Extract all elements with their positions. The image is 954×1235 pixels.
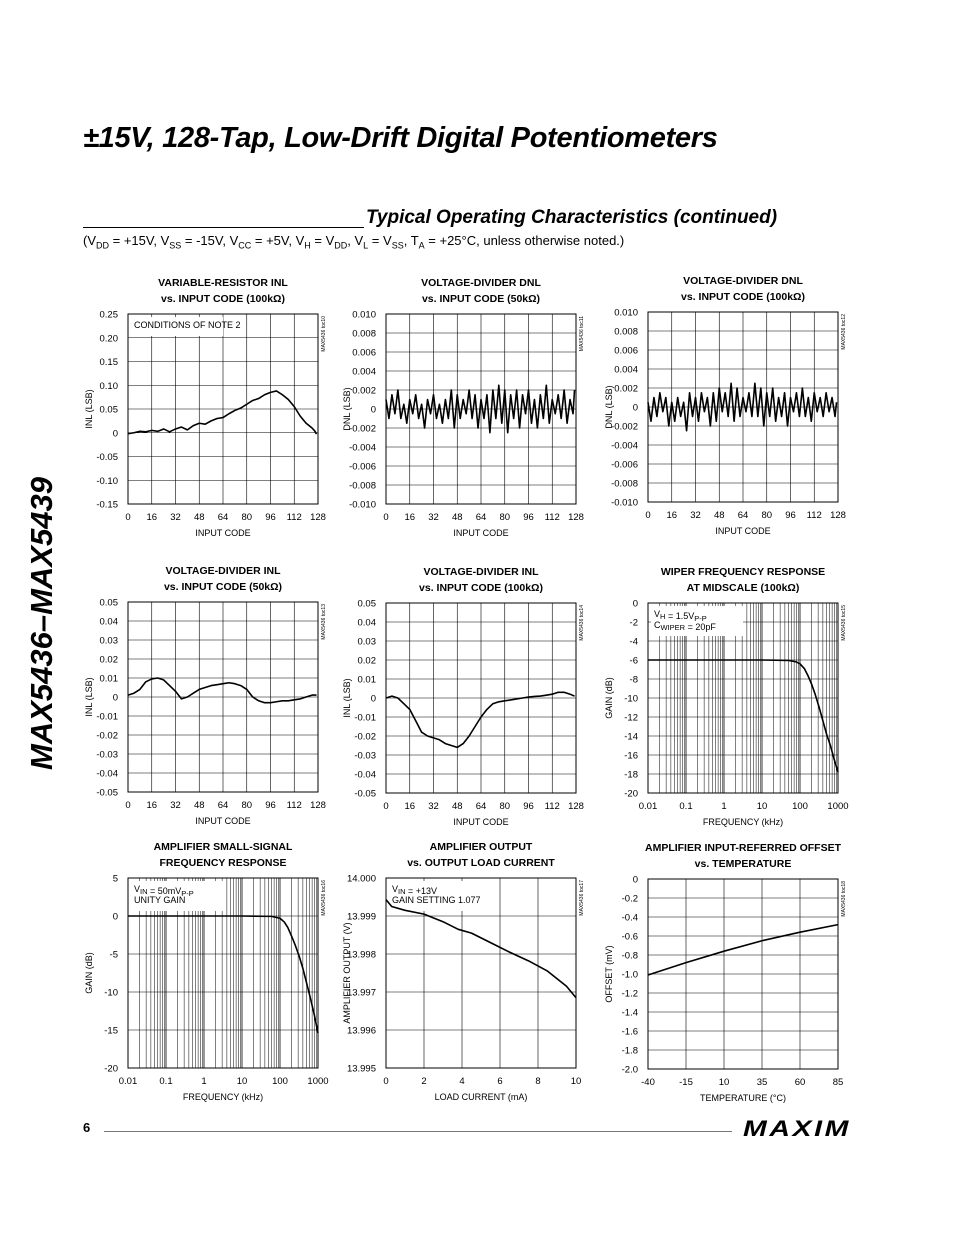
y-tick-label: 0.010 xyxy=(614,307,638,319)
x-tick-label: 100 xyxy=(792,801,808,812)
chart-voltage-divider-inl-100k xyxy=(338,565,598,835)
y-tick-label: -0.10 xyxy=(96,475,118,487)
x-tick-label: 128 xyxy=(310,800,326,811)
x-tick-label: 48 xyxy=(713,510,725,521)
x-tick-label: 32 xyxy=(170,512,181,523)
cond-text: = +5V, V xyxy=(251,233,305,248)
annotation-part: V xyxy=(392,884,399,894)
y-tick-label: 14.000 xyxy=(346,873,376,885)
y-tick-label: 0.010 xyxy=(352,309,376,321)
y-axis-label: INL (LSB) xyxy=(84,389,94,429)
y-tick-label: 0.03 xyxy=(99,635,118,647)
y-tick-label: 0 xyxy=(632,402,638,414)
y-tick-label: 0 xyxy=(370,404,376,416)
x-tick-label: 96 xyxy=(785,510,796,521)
chart-svg xyxy=(600,565,860,835)
x-tick-label: -15 xyxy=(679,1077,693,1088)
y-tick-label: 13.997 xyxy=(346,987,376,999)
cond-sub: SS xyxy=(169,240,182,251)
x-tick-label: 16 xyxy=(666,510,678,521)
x-axis-label: INPUT CODE xyxy=(715,526,771,536)
y-tick-label: -0.01 xyxy=(96,711,118,723)
y-tick-label: 0.004 xyxy=(614,364,638,376)
y-tick-label: 0 xyxy=(112,428,118,440)
x-axis-label: LOAD CURRENT (mA) xyxy=(434,1092,528,1102)
y-tick-label: -0.02 xyxy=(354,731,376,743)
cond-text: = V xyxy=(310,233,335,248)
x-tick-label: 80 xyxy=(241,512,253,523)
x-axis-label: FREQUENCY (kHz) xyxy=(702,817,784,827)
y-tick-label: -8 xyxy=(629,674,638,686)
y-tick-label: 0 xyxy=(632,598,638,610)
x-tick-label: 10 xyxy=(756,801,768,812)
chart-svg xyxy=(338,276,598,546)
y-tick-label: -16 xyxy=(624,750,638,762)
maxim-logo-svg xyxy=(742,1117,854,1139)
y-tick-label: 13.995 xyxy=(346,1063,376,1075)
cond-text: (V xyxy=(83,233,96,248)
cond-text: , T xyxy=(403,233,419,248)
page-title: ±15V, 128-Tap, Low-Drift Digital Potentiometers xyxy=(83,122,718,154)
x-tick-label: 35 xyxy=(756,1077,768,1088)
y-tick-label: 0.01 xyxy=(99,673,118,685)
page-number: 6 xyxy=(83,1120,91,1135)
chart-title: vs. TEMPERATURE xyxy=(694,858,792,870)
annotation-subscript: IN xyxy=(398,887,406,896)
x-tick-label: 112 xyxy=(286,512,302,523)
y-tick-label: -6 xyxy=(629,655,638,667)
x-tick-label: 112 xyxy=(286,800,302,811)
y-axis-label: INL (LSB) xyxy=(84,677,94,717)
chart-code: MAX5436 toc16 xyxy=(321,880,327,916)
chart-code: MAX5436 toc18 xyxy=(841,881,847,917)
y-tick-label: -0.02 xyxy=(96,730,118,742)
annotation-part: V xyxy=(175,886,182,896)
x-tick-label: 16 xyxy=(146,512,158,523)
series-line xyxy=(648,925,838,975)
x-tick-label: 1 xyxy=(201,1076,207,1087)
annotation-subscript: H xyxy=(660,612,666,621)
chart-voltage-divider-dnl-100k xyxy=(600,274,860,544)
x-axis-label: INPUT CODE xyxy=(453,528,509,538)
maxim-logo xyxy=(742,1117,854,1144)
y-tick-label: 0.04 xyxy=(357,617,376,629)
chart-voltage-divider-inl-50k xyxy=(80,564,340,834)
series-line xyxy=(128,678,317,703)
chart-svg xyxy=(338,565,598,835)
cond-text: , V xyxy=(347,233,364,248)
annotation-subscript: IN xyxy=(140,887,148,896)
chart-wiper-frequency-response xyxy=(600,565,860,835)
cond-sub: L xyxy=(363,240,369,251)
y-tick-label: -10 xyxy=(104,987,118,999)
x-tick-label: 10 xyxy=(236,1076,248,1087)
x-tick-label: 1 xyxy=(721,801,727,812)
x-tick-label: 1000 xyxy=(827,801,849,812)
y-tick-label: -0.008 xyxy=(611,478,638,490)
x-tick-label: 0 xyxy=(125,800,131,811)
y-tick-label: -0.05 xyxy=(354,788,376,800)
x-axis-label: INPUT CODE xyxy=(195,528,251,538)
y-tick-label: -0.002 xyxy=(611,421,638,433)
x-axis-label: INPUT CODE xyxy=(453,817,509,827)
y-tick-label: 0.002 xyxy=(614,383,638,395)
y-tick-label: -10 xyxy=(624,693,638,705)
chart-code: MAX5436 toc14 xyxy=(579,605,585,641)
chart-title: VOLTAGE-DIVIDER DNL xyxy=(683,275,803,287)
x-tick-label: -40 xyxy=(641,1077,655,1088)
x-tick-label: 48 xyxy=(193,512,205,523)
y-tick-label: -1.6 xyxy=(621,1026,638,1038)
cond-sub: DD xyxy=(96,240,109,251)
x-tick-label: 80 xyxy=(761,510,773,521)
x-tick-label: 32 xyxy=(428,801,439,812)
chart-code: MAX5436 toc13 xyxy=(321,604,327,640)
y-tick-label: -15 xyxy=(104,1025,118,1037)
chart-title: vs. INPUT CODE (50kΩ) xyxy=(421,293,541,305)
x-tick-label: 48 xyxy=(451,512,463,523)
test-conditions xyxy=(83,233,883,251)
chart-svg xyxy=(80,564,340,834)
side-title-text: MAX5436–MAX5439 xyxy=(24,477,59,770)
x-tick-label: 2 xyxy=(421,1076,427,1087)
y-tick-label: 0.03 xyxy=(357,636,376,648)
x-tick-label: 0 xyxy=(383,1076,389,1087)
x-tick-label: 96 xyxy=(523,801,534,812)
x-tick-label: 0.01 xyxy=(118,1076,138,1087)
y-tick-label: 13.999 xyxy=(346,911,376,923)
annotation-part: = 1.5 xyxy=(665,611,689,621)
chart-variable-resistor-inl xyxy=(80,276,340,546)
chart-svg xyxy=(338,840,598,1110)
x-tick-label: 96 xyxy=(265,512,276,523)
x-tick-label: 16 xyxy=(146,800,158,811)
cond-sub: SS xyxy=(391,240,404,251)
annotation-part: = 20pF xyxy=(685,622,716,632)
annotation-part: GAIN SETTING 1.077 xyxy=(392,895,481,905)
y-tick-label: -0.05 xyxy=(96,452,118,463)
y-tick-label: 0.04 xyxy=(99,616,118,628)
series-line xyxy=(386,692,575,747)
cond-text: = +15V, V xyxy=(109,233,170,248)
y-tick-label: -20 xyxy=(104,1063,118,1075)
chart-svg xyxy=(80,840,340,1110)
y-tick-label: 0.02 xyxy=(99,654,118,666)
annotation-part: V xyxy=(654,609,661,619)
y-tick-label: 0.02 xyxy=(357,655,376,667)
x-tick-label: 10 xyxy=(570,1076,582,1087)
y-tick-label: 0.05 xyxy=(99,597,118,609)
y-tick-label: -0.03 xyxy=(354,750,376,762)
side-title-svg xyxy=(8,210,68,770)
y-tick-label: -14 xyxy=(624,731,638,743)
x-tick-label: 0 xyxy=(383,512,389,523)
chart-title: VARIABLE-RESISTOR INL xyxy=(158,277,288,289)
chart-svg xyxy=(600,274,860,544)
y-tick-label: -0.008 xyxy=(349,480,376,492)
series-line xyxy=(386,900,576,998)
y-tick-label: -1.8 xyxy=(621,1045,638,1057)
y-tick-label: -1.0 xyxy=(621,969,638,981)
chart-grid xyxy=(128,314,318,504)
cond-text: = V xyxy=(368,233,392,248)
y-tick-label: -0.004 xyxy=(611,440,638,452)
annotation-subscript: P-P xyxy=(694,614,707,623)
x-tick-label: 128 xyxy=(568,512,584,523)
y-tick-label: -0.03 xyxy=(96,749,118,761)
x-tick-label: 0.1 xyxy=(159,1076,173,1087)
y-tick-label: 13.998 xyxy=(346,949,376,961)
side-title xyxy=(8,210,68,770)
x-tick-label: 100 xyxy=(272,1076,288,1087)
cond-sub: A xyxy=(418,240,425,251)
x-tick-label: 96 xyxy=(265,800,276,811)
x-tick-label: 8 xyxy=(535,1076,541,1087)
y-tick-label: 0.008 xyxy=(352,328,376,340)
x-tick-label: 16 xyxy=(404,512,416,523)
chart-title: FREQUENCY RESPONSE xyxy=(159,857,287,869)
x-tick-label: 64 xyxy=(217,512,229,523)
y-tick-label: -0.2 xyxy=(621,893,638,905)
y-tick-label: 0.01 xyxy=(357,674,376,686)
chart-title: WIPER FREQUENCY RESPONSE xyxy=(660,566,826,578)
y-tick-label: 0.002 xyxy=(352,385,376,397)
chart-title: vs. INPUT CODE (100kΩ) xyxy=(681,291,805,303)
chart-code: MAX5436 toc15 xyxy=(841,605,847,641)
cond-sub: CC xyxy=(238,240,252,251)
chart-grid xyxy=(648,879,838,1069)
x-tick-label: 0 xyxy=(383,801,389,812)
series-line xyxy=(128,391,317,434)
y-tick-label: 0 xyxy=(632,874,638,886)
annotation-subscript: WIPER xyxy=(660,623,686,632)
y-tick-label: -0.04 xyxy=(354,769,376,781)
y-tick-label: 0.004 xyxy=(352,366,376,378)
x-tick-label: 32 xyxy=(428,512,439,523)
x-tick-label: 6 xyxy=(497,1076,503,1087)
x-tick-label: 0 xyxy=(125,512,131,523)
x-tick-label: 32 xyxy=(690,510,701,521)
cond-text: = +25°C, unless otherwise noted.) xyxy=(424,233,625,248)
y-tick-label: 0.008 xyxy=(614,326,638,338)
y-tick-label: -0.4 xyxy=(621,912,638,924)
y-axis-label: DNL (LSB) xyxy=(342,387,352,431)
x-tick-label: 85 xyxy=(832,1077,844,1088)
y-tick-label: -0.6 xyxy=(621,931,638,943)
cond-sub: DD xyxy=(334,240,348,251)
y-tick-label: 0.20 xyxy=(99,333,118,345)
y-tick-label: 0.10 xyxy=(99,380,118,392)
y-tick-label: -4 xyxy=(629,636,638,648)
chart-title: vs. OUTPUT LOAD CURRENT xyxy=(407,857,555,869)
y-tick-label: -12 xyxy=(624,712,638,724)
y-tick-label: 5 xyxy=(112,873,118,885)
chart-title: AMPLIFIER INPUT-REFERRED OFFSET xyxy=(644,842,842,854)
cond-text: = -15V, V xyxy=(181,233,239,248)
y-tick-label: -1.4 xyxy=(621,1007,638,1019)
y-tick-label: -0.04 xyxy=(96,768,118,780)
y-tick-label: -18 xyxy=(624,769,638,781)
chart-code: MAX5436 toc11 xyxy=(579,316,585,352)
x-tick-label: 112 xyxy=(544,801,560,812)
annotation-part: = +13V xyxy=(405,886,438,896)
annotation-part: UNITY GAIN xyxy=(134,895,186,905)
chart-svg xyxy=(600,841,860,1111)
annotation-part: CONDITIONS OF NOTE 2 xyxy=(134,320,241,330)
chart-title: AT MIDSCALE (100kΩ) xyxy=(686,582,800,594)
x-tick-label: 0.01 xyxy=(638,801,658,812)
chart-title: VOLTAGE-DIVIDER INL xyxy=(423,566,539,578)
x-tick-label: 128 xyxy=(310,512,326,523)
x-tick-label: 0 xyxy=(645,510,651,521)
x-axis-label: FREQUENCY (kHz) xyxy=(182,1092,264,1102)
y-tick-label: 0.25 xyxy=(99,309,118,321)
y-axis-label: GAIN (dB) xyxy=(84,952,94,994)
y-tick-label: -20 xyxy=(624,788,638,800)
y-tick-label: -0.006 xyxy=(349,461,376,473)
y-tick-label: -0.15 xyxy=(96,499,118,511)
cond-sub: H xyxy=(304,240,311,251)
x-tick-label: 80 xyxy=(499,512,511,523)
chart-code: MAX5436 toc10 xyxy=(321,316,327,352)
x-tick-label: 0.1 xyxy=(679,801,693,812)
y-axis-label: GAIN (dB) xyxy=(604,677,614,719)
annotation-subscript: P-P xyxy=(181,889,194,898)
chart-grid xyxy=(128,602,318,792)
x-tick-label: 32 xyxy=(170,800,181,811)
y-tick-label: 0.006 xyxy=(352,347,376,359)
annotation-part: V xyxy=(134,884,141,894)
y-tick-label: -0.8 xyxy=(621,950,638,962)
x-tick-label: 64 xyxy=(217,800,229,811)
y-tick-label: -2.0 xyxy=(621,1064,638,1076)
chart-voltage-divider-dnl-50k xyxy=(338,276,598,546)
x-tick-label: 64 xyxy=(475,801,487,812)
y-tick-label: -5 xyxy=(109,949,118,961)
chart-title: AMPLIFIER SMALL-SIGNAL xyxy=(153,841,293,853)
x-tick-label: 16 xyxy=(404,801,416,812)
y-tick-label: 0.006 xyxy=(614,345,638,357)
y-tick-label: 0.15 xyxy=(99,357,118,368)
y-axis-label: AMPLIFIER OUTPUT (V) xyxy=(342,922,352,1024)
x-tick-label: 1000 xyxy=(307,1076,329,1087)
y-tick-label: -0.002 xyxy=(349,423,376,435)
x-tick-label: 80 xyxy=(499,801,511,812)
section-title: Typical Operating Characteristics (continued) xyxy=(366,207,778,228)
y-tick-label: -0.05 xyxy=(96,787,118,799)
x-tick-label: 48 xyxy=(451,801,463,812)
x-tick-label: 112 xyxy=(544,512,560,523)
x-tick-label: 128 xyxy=(830,510,846,521)
y-tick-label: -2 xyxy=(629,617,638,629)
series-line xyxy=(128,916,318,1033)
chart-title: AMPLIFIER OUTPUT xyxy=(429,841,533,853)
x-tick-label: 80 xyxy=(241,800,253,811)
chart-annotation xyxy=(392,895,481,905)
maxim-logo-text: MAXIM xyxy=(743,1117,851,1139)
x-tick-label: 10 xyxy=(718,1077,730,1088)
chart-title: vs. INPUT CODE (100kΩ) xyxy=(161,293,285,305)
y-tick-label: 0 xyxy=(112,911,118,923)
y-tick-label: 0 xyxy=(370,693,376,705)
y-tick-label: 0.05 xyxy=(357,598,376,610)
annotation-part: C xyxy=(654,620,661,630)
annotation-part: = 50m xyxy=(147,886,176,896)
y-tick-label: 0.05 xyxy=(99,404,118,416)
section-rule xyxy=(83,227,364,228)
x-tick-label: 64 xyxy=(475,512,487,523)
x-tick-label: 64 xyxy=(737,510,749,521)
x-tick-label: 128 xyxy=(568,801,584,812)
y-tick-label: -0.01 xyxy=(354,712,376,724)
y-tick-label: -0.006 xyxy=(611,459,638,471)
y-axis-label: INL (LSB) xyxy=(342,678,352,718)
chart-title: VOLTAGE-DIVIDER INL xyxy=(165,565,281,577)
x-axis-label: INPUT CODE xyxy=(195,816,251,826)
x-tick-label: 48 xyxy=(193,800,205,811)
y-axis-label: DNL (LSB) xyxy=(604,385,614,429)
chart-code: MAX5436 toc17 xyxy=(579,880,585,916)
y-tick-label: -0.010 xyxy=(349,499,376,511)
chart-annotation xyxy=(134,320,241,330)
chart-annotation xyxy=(134,895,185,905)
x-tick-label: 60 xyxy=(794,1077,806,1088)
chart-amplifier-output xyxy=(338,840,598,1110)
y-tick-label: -0.010 xyxy=(611,497,638,509)
chart-code: MAX5436 toc12 xyxy=(841,314,847,350)
y-axis-label: OFFSET (mV) xyxy=(604,945,614,1003)
footer-rule xyxy=(104,1131,732,1132)
chart-grid xyxy=(386,603,576,793)
chart-title: vs. INPUT CODE (100kΩ) xyxy=(419,582,543,594)
y-tick-label: 13.996 xyxy=(346,1025,376,1037)
annotation-part: V xyxy=(688,611,695,621)
y-tick-label: 0 xyxy=(112,692,118,704)
y-tick-label: -1.2 xyxy=(621,988,638,1000)
x-tick-label: 112 xyxy=(806,510,822,521)
y-tick-label: -0.004 xyxy=(349,442,376,454)
chart-title: VOLTAGE-DIVIDER DNL xyxy=(421,277,541,289)
chart-amplifier-offset xyxy=(600,841,860,1111)
chart-title: vs. INPUT CODE (50kΩ) xyxy=(163,581,283,593)
chart-svg xyxy=(80,276,340,546)
chart-amplifier-small-signal xyxy=(80,840,340,1110)
x-axis-label: TEMPERATURE (°C) xyxy=(700,1093,786,1103)
x-tick-label: 4 xyxy=(459,1076,465,1087)
x-tick-label: 96 xyxy=(523,512,534,523)
